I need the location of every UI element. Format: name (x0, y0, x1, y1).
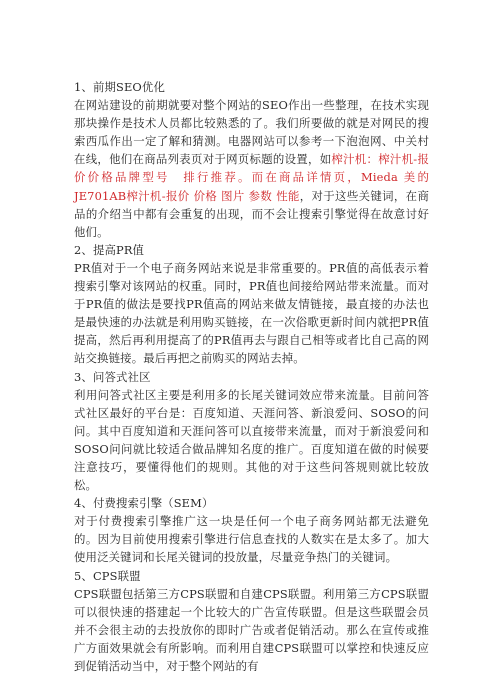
section-heading: 3、问答式社区 (74, 369, 151, 384)
section-paragraph (74, 96, 429, 241)
section-paragraph (74, 585, 429, 675)
paragraph-text: PR值对于一个电子商务网站来说是非常重要的。PR值的高低表示着搜索引擎对该网站的权重。同时，PR值也间接给网站带来流量。而对于PR值的做法是要找PR值高的网站来做友情链接，最直接的办法也是最快速的办法就是利用购买链接，在一次俗歌更新时间内就把PR值提高，然后再利用提高了的PR值再去与跟自己相等或者比自己高的网站交换链接。最后再把之前购买的网站去掉。 (74, 260, 429, 366)
document-body (74, 78, 429, 675)
paragraph-text: CPS联盟包括第三方CPS联盟和自建CPS联盟。利用第三方CPS联盟可以很快速的搭建起一个比较大的广告宣传联盟。但是这些联盟会员并不会很主动的去投放你的即时广告或者促销活动。那么在宣传或推广方面效果就会有所影响。而利用自建CPS联盟可以掌控和快速反应到促销活动当中，对于整个网站的有 (74, 586, 429, 673)
section-heading: 1、前期SEO优化 (74, 80, 166, 94)
paragraph-text: 在网站建设的前期就要对整个网站的SEO作出一些整理，在技术实现那块操作是技术人员都比较熟悉的了。我们所要做的就是对网民的搜索西瓜作出一定了解和猜测。电器网站可以参考一下泡泡网、中关村在线，他们在商品列表页对于网页标题的设置，如 (74, 98, 429, 167)
paragraph-text: ，对于这些关键词，在商品的介绍当中都有会重复的出现，而不会让搜索引擎觉得在故意讨好他们。 (74, 188, 429, 239)
paragraph-text: 利用问答式社区主要是利用多的长尾关键词效应带来流量。目前问答式社区最好的平台是：百度知道、天涯问答、新浪爱问、SOSO的问问。其中百度知道和天涯问答可以直接带来流量，而对于新浪爱问和SOSO问问就比较适合做品牌知名度的推广。百度知道在做的时候要注意技巧，要懂得他们的规则。其他的对于这些问答规则就比较放松。 (74, 387, 429, 493)
section-heading: 5、CPS联盟 (74, 568, 141, 583)
highlighted-keyword-text: 榨汁机：榨汁机-报价价格品牌型号 排行推荐。而在商品详情页，Mieda 美的 JE701AB榨汁机-报价 价格 图片 参数 性能 (74, 152, 429, 203)
section-paragraph (74, 512, 429, 566)
section-paragraph (74, 386, 429, 495)
paragraph-text: 对于付费搜索引擎推广这一块是任何一个电子商务网站都无法避免的。因为目前使用搜索引擎进行信息查找的人数实在是太多了。加大使用泛关键词和长尾关键词的投放量，尽量竞争热门的关键词。 (74, 514, 429, 565)
section-heading: 4、付费搜索引擎（SEM） (74, 496, 214, 511)
section-heading: 2、提高PR值 (74, 242, 145, 257)
section-paragraph (74, 259, 429, 368)
